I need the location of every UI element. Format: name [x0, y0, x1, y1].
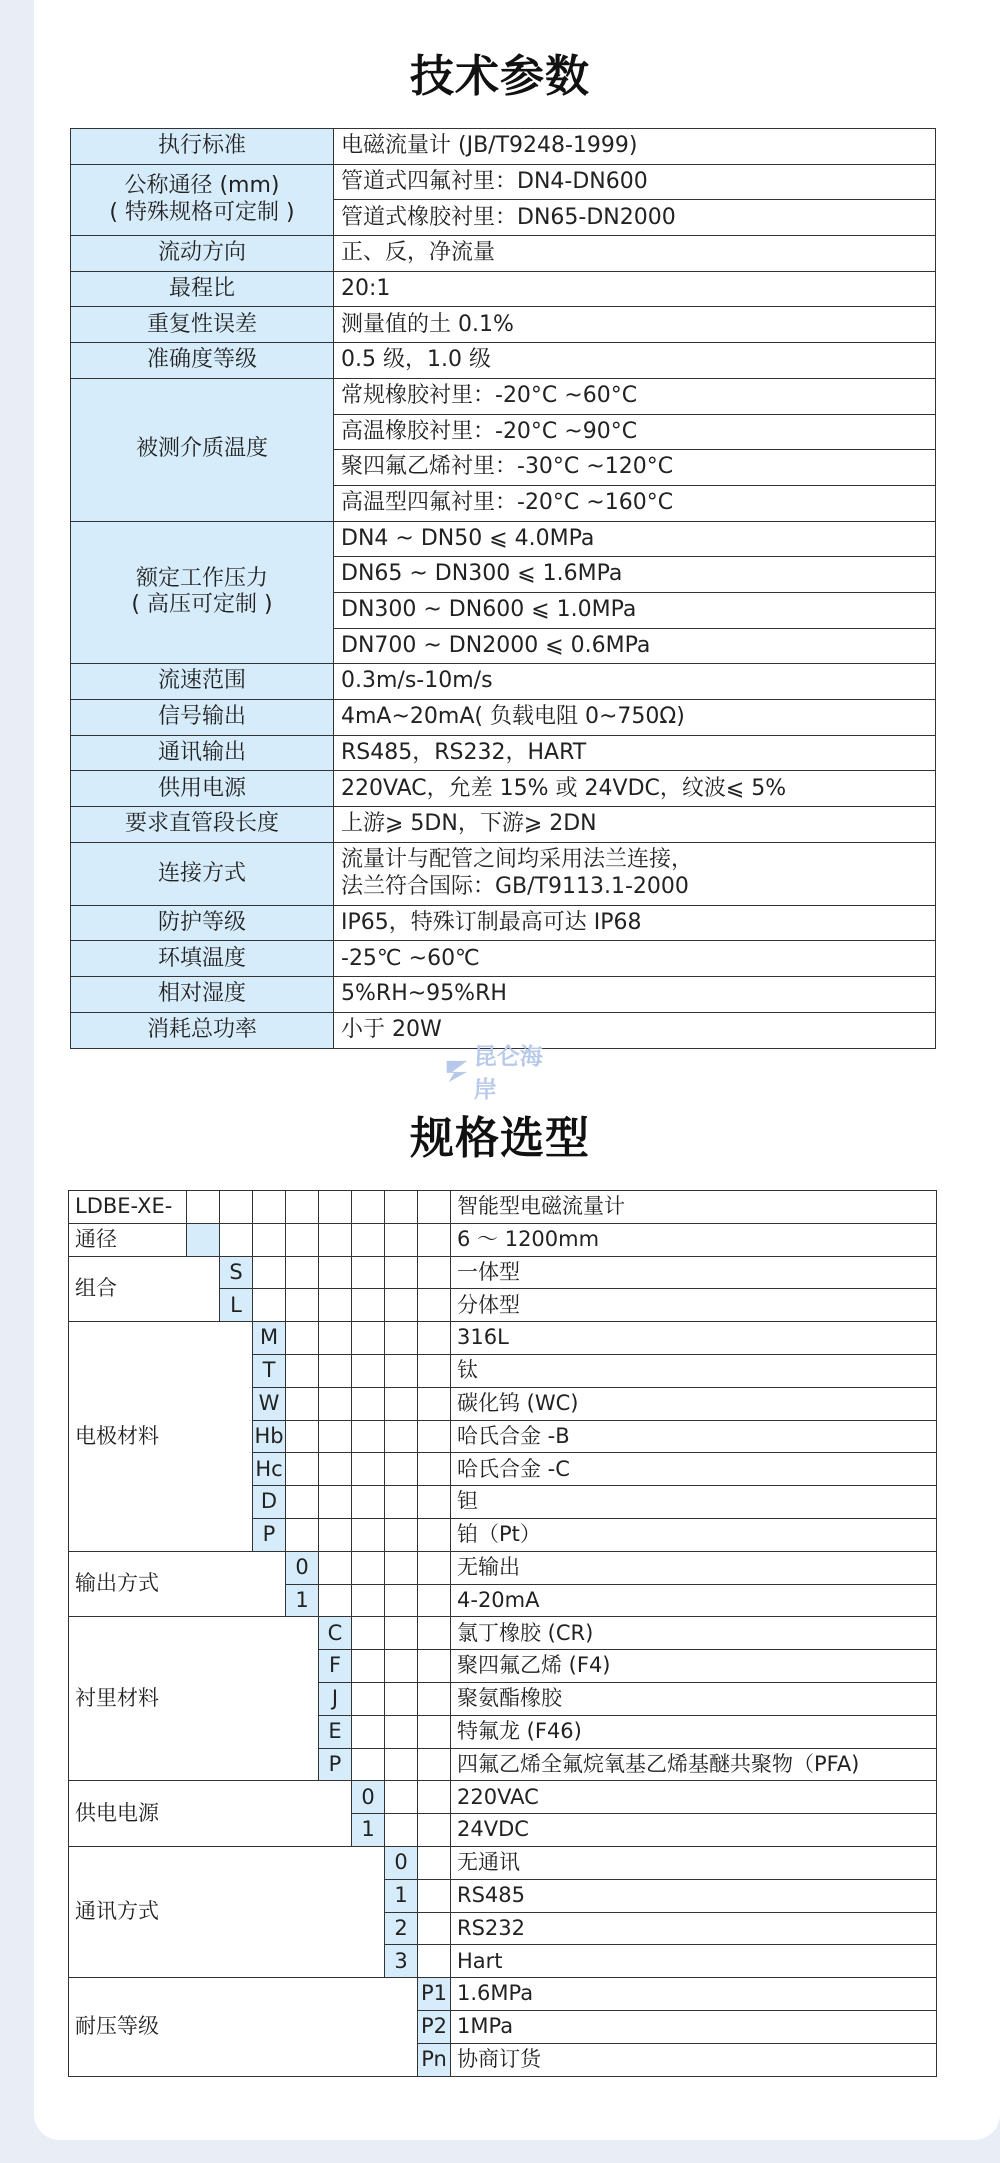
empty-cell [418, 1191, 451, 1224]
empty-cell [418, 1486, 451, 1519]
option-description: 1.6MPa [451, 1978, 937, 2011]
empty-cell [286, 1191, 319, 1224]
param-value: 高温橡胶衬里：-20°C ~90°C [334, 414, 936, 450]
param-value: 4mA~20mA( 负载电阻 0~750Ω) [334, 700, 936, 736]
param-row [71, 236, 936, 272]
option-description: 无通讯 [451, 1846, 937, 1879]
empty-cell [352, 1453, 385, 1486]
param-value: 5%RH~95%RH [334, 977, 936, 1013]
param-value: DN65 ~ DN300 ⩽ 1.6MPa [334, 557, 936, 593]
group-label: 输出方式 [69, 1551, 286, 1617]
param-label: 流速范围 [71, 664, 334, 700]
empty-cell [220, 1191, 253, 1224]
param-row [71, 905, 936, 941]
empty-cell [352, 1387, 385, 1420]
code-cell: M [253, 1322, 286, 1355]
option-description: 氯丁橡胶 (CR) [451, 1617, 937, 1650]
param-label: 供用电源 [71, 771, 334, 807]
param-row [71, 307, 936, 343]
param-row [71, 164, 936, 200]
param-row [71, 378, 936, 414]
code-cell [187, 1223, 220, 1256]
selection-row [69, 1322, 937, 1355]
param-value: RS485，RS232，HART [334, 735, 936, 771]
param-value: DN700 ~ DN2000 ⩽ 0.6MPa [334, 628, 936, 664]
param-label: 连接方式 [71, 842, 334, 905]
group-label: 耐压等级 [69, 1978, 418, 2076]
empty-cell [418, 1354, 451, 1387]
code-cell: Hc [253, 1453, 286, 1486]
empty-cell [319, 1518, 352, 1551]
param-value: 高温型四氟衬里：-20°C ~160°C [334, 485, 936, 521]
selection-row [69, 1256, 937, 1289]
empty-cell [253, 1223, 286, 1256]
empty-cell [187, 1191, 220, 1224]
code-cell: L [220, 1289, 253, 1322]
empty-cell [352, 1486, 385, 1519]
empty-cell [385, 1453, 418, 1486]
empty-cell [418, 1289, 451, 1322]
option-description: 聚四氟乙烯 (F4) [451, 1650, 937, 1683]
empty-cell [385, 1518, 418, 1551]
empty-cell [418, 1748, 451, 1781]
param-label: 准确度等级 [71, 343, 334, 379]
empty-cell [319, 1191, 352, 1224]
empty-cell [253, 1256, 286, 1289]
param-value: 电磁流量计 (JB/T9248-1999) [334, 129, 936, 165]
code-cell: 0 [385, 1846, 418, 1879]
empty-cell [352, 1584, 385, 1617]
code-cell: P2 [418, 2010, 451, 2043]
param-row [71, 129, 936, 165]
empty-cell [418, 1387, 451, 1420]
group-label: 组合 [69, 1256, 220, 1322]
option-description: 6 ～ 1200mm [451, 1223, 937, 1256]
empty-cell [286, 1223, 319, 1256]
empty-cell [418, 1617, 451, 1650]
param-row [71, 735, 936, 771]
code-cell: J [319, 1682, 352, 1715]
param-value: 常规橡胶衬里：-20°C ~60°C [334, 378, 936, 414]
option-description: RS232 [451, 1912, 937, 1945]
param-value: 上游⩾ 5DN，下游⩾ 2DN [334, 807, 936, 843]
empty-cell [418, 1945, 451, 1978]
option-description: 24VDC [451, 1814, 937, 1847]
code-cell: P [319, 1748, 352, 1781]
param-value: 0.3m/s-10m/s [334, 664, 936, 700]
empty-cell [352, 1518, 385, 1551]
option-description: 1MPa [451, 2010, 937, 2043]
empty-cell [352, 1715, 385, 1748]
option-description: 一体型 [451, 1256, 937, 1289]
empty-cell [319, 1584, 352, 1617]
empty-cell [385, 1223, 418, 1256]
option-description: RS485 [451, 1879, 937, 1912]
param-label: 相对湿度 [71, 977, 334, 1013]
empty-cell [319, 1420, 352, 1453]
empty-cell [352, 1420, 385, 1453]
code-cell: F [319, 1650, 352, 1683]
empty-cell [352, 1748, 385, 1781]
empty-cell [352, 1354, 385, 1387]
code-cell: 0 [286, 1551, 319, 1584]
empty-cell [352, 1682, 385, 1715]
empty-cell [418, 1912, 451, 1945]
model-description: 智能型电磁流量计 [451, 1191, 937, 1224]
param-row [71, 271, 936, 307]
empty-cell [385, 1420, 418, 1453]
code-cell: E [319, 1715, 352, 1748]
empty-cell [385, 1322, 418, 1355]
empty-cell [319, 1223, 352, 1256]
empty-cell [286, 1322, 319, 1355]
code-cell: 0 [352, 1781, 385, 1814]
technical-params-table [70, 128, 936, 1049]
code-cell: P [253, 1518, 286, 1551]
empty-cell [418, 1256, 451, 1289]
option-description: 钛 [451, 1354, 937, 1387]
empty-cell [385, 1682, 418, 1715]
empty-cell [385, 1551, 418, 1584]
empty-cell [352, 1223, 385, 1256]
empty-cell [352, 1551, 385, 1584]
option-description: 无输出 [451, 1551, 937, 1584]
empty-cell [418, 1223, 451, 1256]
empty-cell [319, 1322, 352, 1355]
option-description: 特氟龙 (F46) [451, 1715, 937, 1748]
empty-cell [319, 1486, 352, 1519]
empty-cell [319, 1453, 352, 1486]
param-value: 测量值的土 0.1% [334, 307, 936, 343]
param-value: 20:1 [334, 271, 936, 307]
param-value: 聚四氟乙烯衬里：-30°C ~120°C [334, 450, 936, 486]
selection-row [69, 1846, 937, 1879]
empty-cell [352, 1289, 385, 1322]
empty-cell [319, 1256, 352, 1289]
option-description: 4-20mA [451, 1584, 937, 1617]
param-value: 管道式橡胶衬里：DN65-DN2000 [334, 200, 936, 236]
watermark-logo [443, 1044, 559, 1103]
empty-cell [418, 1650, 451, 1683]
param-value: 正、反，净流量 [334, 236, 936, 272]
empty-cell [286, 1420, 319, 1453]
empty-cell [319, 1387, 352, 1420]
empty-cell [418, 1420, 451, 1453]
param-label: 执行标准 [71, 129, 334, 165]
param-row [71, 771, 936, 807]
empty-cell [352, 1322, 385, 1355]
param-label: 被测介质温度 [71, 378, 334, 521]
empty-cell [418, 1322, 451, 1355]
empty-cell [286, 1354, 319, 1387]
param-row [71, 842, 936, 905]
empty-cell [385, 1191, 418, 1224]
param-row [71, 700, 936, 736]
empty-cell [385, 1814, 418, 1847]
param-label: 消耗总功率 [71, 1012, 334, 1048]
param-value: 0.5 级，1.0 级 [334, 343, 936, 379]
code-cell: 1 [385, 1879, 418, 1912]
param-row [71, 941, 936, 977]
empty-cell [385, 1584, 418, 1617]
param-value: 220VAC，允差 15% 或 24VDC，纹波⩽ 5% [334, 771, 936, 807]
selection-row [69, 1617, 937, 1650]
model-row [69, 1191, 937, 1224]
logo-icon [443, 1056, 471, 1086]
empty-cell [385, 1354, 418, 1387]
empty-cell [286, 1289, 319, 1322]
empty-cell [418, 1814, 451, 1847]
option-description: 铂（Pt） [451, 1518, 937, 1551]
code-cell: 3 [385, 1945, 418, 1978]
option-description: 四氟乙烯全氟烷氧基乙烯基醚共聚物（PFA) [451, 1748, 937, 1781]
empty-cell [286, 1453, 319, 1486]
empty-cell [352, 1650, 385, 1683]
empty-cell [418, 1584, 451, 1617]
empty-cell [385, 1387, 418, 1420]
empty-cell [319, 1289, 352, 1322]
param-row [71, 977, 936, 1013]
group-label: 电极材料 [69, 1322, 253, 1552]
param-label: 防护等级 [71, 905, 334, 941]
param-label: 重复性误差 [71, 307, 334, 343]
option-description: 钽 [451, 1486, 937, 1519]
model-code: LDBE-XE- [69, 1191, 187, 1224]
option-description: Hart [451, 1945, 937, 1978]
empty-cell [319, 1354, 352, 1387]
params-title: 技术参数 [410, 51, 590, 102]
code-cell: Pn [418, 2043, 451, 2076]
option-description: 碳化钨 (WC) [451, 1387, 937, 1420]
empty-cell [385, 1486, 418, 1519]
code-cell: S [220, 1256, 253, 1289]
group-label: 供电电源 [69, 1781, 352, 1847]
empty-cell [352, 1617, 385, 1650]
empty-cell [418, 1846, 451, 1879]
code-cell: 1 [286, 1584, 319, 1617]
selection-row [69, 1978, 937, 2011]
param-value: -25℃ ~60℃ [334, 941, 936, 977]
param-value: DN300 ~ DN600 ⩽ 1.0MPa [334, 592, 936, 628]
empty-cell [253, 1289, 286, 1322]
selection-row [69, 1781, 937, 1814]
empty-cell [220, 1223, 253, 1256]
code-cell: P1 [418, 1978, 451, 2011]
empty-cell [385, 1289, 418, 1322]
option-description: 哈氏合金 -C [451, 1453, 937, 1486]
empty-cell [352, 1191, 385, 1224]
watermark-text: 昆仑海岸 [473, 1044, 543, 1103]
empty-cell [286, 1256, 319, 1289]
empty-cell [286, 1518, 319, 1551]
param-label: 公称通径 (mm) ( 特殊规格可定制 ) [71, 164, 334, 235]
empty-cell [418, 1518, 451, 1551]
param-value: 流量计与配管之间均采用法兰连接， 法兰符合国际：GB/T9113.1-2000 [334, 842, 936, 905]
group-label: 通径 [69, 1223, 187, 1256]
code-cell: 1 [352, 1814, 385, 1847]
empty-cell [286, 1486, 319, 1519]
group-label: 通讯方式 [69, 1846, 385, 1977]
param-row [71, 664, 936, 700]
selection-row [69, 1551, 937, 1584]
code-cell: D [253, 1486, 286, 1519]
code-cell: C [319, 1617, 352, 1650]
empty-cell [385, 1781, 418, 1814]
empty-cell [385, 1256, 418, 1289]
group-label: 衬里材料 [69, 1617, 319, 1781]
param-row [71, 343, 936, 379]
code-cell: W [253, 1387, 286, 1420]
empty-cell [418, 1879, 451, 1912]
option-description: 316L [451, 1322, 937, 1355]
code-cell: 2 [385, 1912, 418, 1945]
option-description: 协商订货 [451, 2043, 937, 2076]
empty-cell [385, 1617, 418, 1650]
param-label: 额定工作压力 ( 高压可定制 ) [71, 521, 334, 664]
option-description: 220VAC [451, 1781, 937, 1814]
param-row [71, 521, 936, 557]
empty-cell [418, 1715, 451, 1748]
model-selection-table [68, 1190, 937, 2077]
param-value: 小于 20W [334, 1012, 936, 1048]
code-cell: T [253, 1354, 286, 1387]
empty-cell [385, 1715, 418, 1748]
empty-cell [418, 1453, 451, 1486]
option-description: 分体型 [451, 1289, 937, 1322]
code-cell: Hb [253, 1420, 286, 1453]
param-label: 要求直管段长度 [71, 807, 334, 843]
empty-cell [385, 1748, 418, 1781]
param-label: 环填温度 [71, 941, 334, 977]
param-value: 管道式四氟衬里：DN4-DN600 [334, 164, 936, 200]
empty-cell [418, 1682, 451, 1715]
param-label: 最程比 [71, 271, 334, 307]
param-label: 通讯输出 [71, 735, 334, 771]
empty-cell [418, 1781, 451, 1814]
empty-cell [418, 1551, 451, 1584]
param-value: IP65，特殊订制最高可达 IP68 [334, 905, 936, 941]
empty-cell [352, 1256, 385, 1289]
option-description: 哈氏合金 -B [451, 1420, 937, 1453]
selection-row [69, 1223, 937, 1256]
empty-cell [385, 1650, 418, 1683]
empty-cell [286, 1387, 319, 1420]
empty-cell [253, 1191, 286, 1224]
option-description: 聚氨酯橡胶 [451, 1682, 937, 1715]
param-label: 信号输出 [71, 700, 334, 736]
param-value: DN4 ~ DN50 ⩽ 4.0MPa [334, 521, 936, 557]
empty-cell [319, 1551, 352, 1584]
param-label: 流动方向 [71, 236, 334, 272]
selection-title: 规格选型 [410, 1113, 590, 1164]
param-row [71, 807, 936, 843]
